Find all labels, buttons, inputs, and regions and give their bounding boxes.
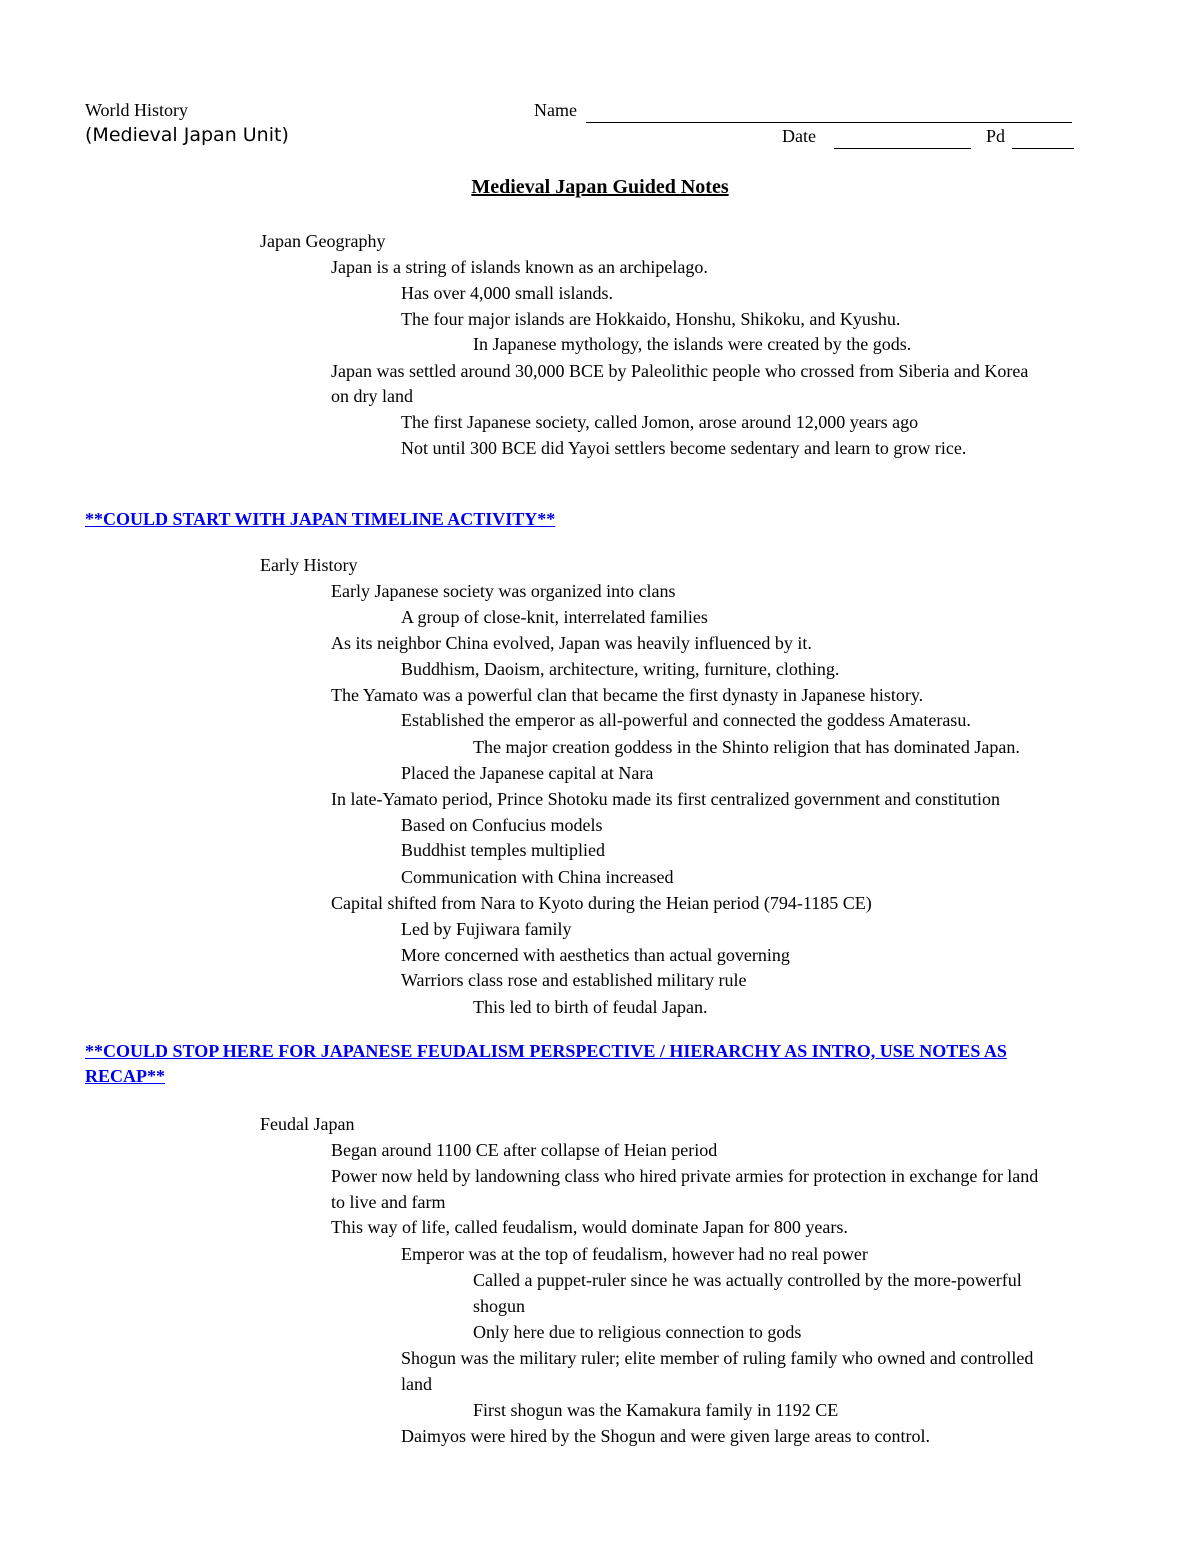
name-label: Name xyxy=(534,100,577,120)
outline-text: Not until 300 BCE did Yayoi settlers become sedentary and learn to grow rice. xyxy=(401,438,967,458)
outline-text: Early Japanese society was organized into clans xyxy=(331,581,676,601)
page-title: Medieval Japan Guided Notes xyxy=(471,176,729,198)
timeline-activity-callout: **COULD START WITH JAPAN TIMELINE ACTIVITY** xyxy=(85,509,556,529)
date-field[interactable] xyxy=(834,126,971,149)
outline-text: shogun xyxy=(473,1296,526,1316)
outline-text: Early History xyxy=(260,555,358,575)
feudalism-callout-line1: **COULD STOP HERE FOR JAPANESE FEUDALISM PERSPECTIVE / HIERARCHY AS INTRO, USE NOTES AS xyxy=(85,1041,1007,1061)
outline-text: This led to birth of feudal Japan. xyxy=(473,997,708,1017)
unit-label xyxy=(85,124,289,146)
unit-open-paren: ( xyxy=(85,124,93,146)
outline-text: Buddhism, Daoism, architecture, writing, furniture, clothing. xyxy=(401,659,840,679)
outline-text: to live and farm xyxy=(331,1192,446,1212)
outline-text: Emperor was at the top of feudalism, however had no real power xyxy=(401,1244,868,1264)
period-label: Pd xyxy=(986,126,1006,146)
outline-text: Has over 4,000 small islands. xyxy=(401,283,613,303)
outline-text: In Japanese mythology, the islands were created by the gods. xyxy=(473,334,912,354)
period-field[interactable] xyxy=(1012,126,1074,149)
outline-text: on dry land xyxy=(331,386,413,406)
outline-text: More concerned with aesthetics than actual governing xyxy=(401,945,790,965)
outline-text: Only here due to religious connection to gods xyxy=(473,1322,802,1342)
outline-text: Based on Confucius models xyxy=(401,815,603,835)
outline-text: Daimyos were hired by the Shogun and were given large areas to control. xyxy=(401,1426,931,1446)
outline-text: Capital shifted from Nara to Kyoto during the Heian period (794-1185 CE) xyxy=(331,893,872,913)
outline-text: Began around 1100 CE after collapse of Heian period xyxy=(331,1140,718,1160)
outline-text: The major creation goddess in the Shinto religion that has dominated Japan. xyxy=(473,737,1020,757)
outline-text: Buddhist temples multiplied xyxy=(401,840,605,860)
outline-text: Feudal Japan xyxy=(260,1114,355,1134)
feudalism-callout-line2: RECAP** xyxy=(85,1066,165,1086)
outline-text: Established the emperor as all-powerful and connected the goddess Amaterasu. xyxy=(401,710,971,730)
outline-text: Warriors class rose and established military rule xyxy=(401,970,747,990)
name-field[interactable] xyxy=(586,100,1072,123)
date-label: Date xyxy=(782,126,816,146)
outline-text: Communication with China increased xyxy=(401,867,674,887)
outline-text: Japan is a string of islands known as an archipelago. xyxy=(331,257,708,277)
outline-text: Called a puppet-ruler since he was actually controlled by the more-powerful xyxy=(473,1270,1022,1290)
course-label: World History xyxy=(85,100,189,120)
unit-close-paren: ) xyxy=(281,124,289,146)
outline-text: Led by Fujiwara family xyxy=(401,919,572,939)
outline-text: Power now held by landowning class who hired private armies for protection in exchange for land xyxy=(331,1166,1039,1186)
outline-text: Japan Geography xyxy=(260,231,386,251)
outline-text: A group of close-knit, interrelated families xyxy=(401,607,708,627)
outline-text: This way of life, called feudalism, would dominate Japan for 800 years. xyxy=(331,1217,848,1237)
outline-text: The four major islands are Hokkaido, Honshu, Shikoku, and Kyushu. xyxy=(401,309,901,329)
outline-text: As its neighbor China evolved, Japan was heavily influenced by it. xyxy=(331,633,812,653)
outline-text: land xyxy=(401,1374,432,1394)
outline-text: In late-Yamato period, Prince Shotoku made its first centralized government and constitution xyxy=(331,789,1001,809)
unit-name: Medieval Japan Unit xyxy=(92,124,282,146)
outline-text: Shogun was the military ruler; elite member of ruling family who owned and controlled xyxy=(401,1348,1034,1368)
outline-text: The Yamato was a powerful clan that became the first dynasty in Japanese history. xyxy=(331,685,924,705)
outline-text: The first Japanese society, called Jomon, arose around 12,000 years ago xyxy=(401,412,919,432)
outline-text: Japan was settled around 30,000 BCE by Paleolithic people who crossed from Siberia and Korea xyxy=(331,361,1029,381)
outline-text: First shogun was the Kamakura family in 1192 CE xyxy=(473,1400,839,1420)
outline-text: Placed the Japanese capital at Nara xyxy=(401,763,654,783)
